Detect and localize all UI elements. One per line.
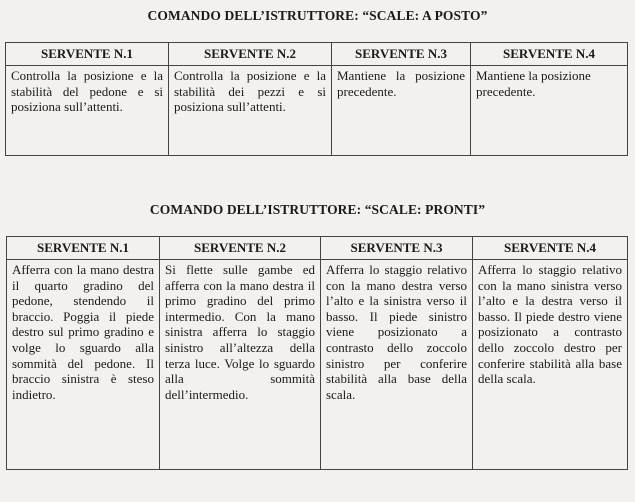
- header-servente-2: SERVENTE N.2: [169, 43, 332, 66]
- cell-servente-2: Controlla la posizione e la stabilità dei pezzi e si posiziona sull’attenti.: [169, 66, 332, 156]
- header-servente-1: SERVENTE N.1: [6, 43, 169, 66]
- cell-servente-4: Mantiene la posizione precedente.: [471, 66, 628, 156]
- table-row: [7, 260, 628, 470]
- cell-servente-4: Afferra lo staggio relativo con la mano sinistra verso l’alto e la destra verso il basso. Il piede destro viene posizionato a contrasto dello zoccolo destro per conferire stabilità alla base della scala.: [473, 260, 628, 470]
- table-pronti: [6, 236, 628, 470]
- header-servente-2: SERVENTE N.2: [160, 237, 321, 260]
- table-header-row: [7, 237, 628, 260]
- section-title-pronti: COMANDO DELL’ISTRUTTORE: “SCALE: PRONTI”: [149, 202, 486, 217]
- section-title-a-posto: COMANDO DELL’ISTRUTTORE: “SCALE: A POSTO”: [147, 8, 488, 23]
- header-servente-1: SERVENTE N.1: [7, 237, 160, 260]
- header-servente-3: SERVENTE N.3: [321, 237, 473, 260]
- table-row: [6, 66, 628, 156]
- header-servente-4: SERVENTE N.4: [473, 237, 628, 260]
- cell-servente-2: Si flette sulle gambe ed afferra con la mano destra il primo gradino del primo intermedio. Con la mano sinistra afferra lo staggio sinistro all’altezza della terza luce. Volge lo sguardo alla sommità dell’intermedio.: [160, 260, 321, 470]
- cell-servente-3: Afferra lo staggio relativo con la mano destra verso l’alto e la sinistra verso il basso. Il piede sinistro viene posizionato a contrasto dello zoccolo sinistro per conferire stabilità alla base della scala.: [321, 260, 473, 470]
- table-header-row: [6, 43, 628, 66]
- cell-servente-1: Afferra con la mano destra il quarto gradino del pedone, stendendo il braccio. Poggia il piede destro sul primo gradino e volge lo sguardo alla sommità del pedone. Il braccio sinistra è steso indietro.: [7, 260, 160, 470]
- table-a-posto: [5, 42, 628, 156]
- header-servente-3: SERVENTE N.3: [332, 43, 471, 66]
- cell-servente-1: Controlla la posizione e la stabilità del pedone e si posiziona sull’attenti.: [6, 66, 169, 156]
- header-servente-4: SERVENTE N.4: [471, 43, 628, 66]
- cell-servente-3: Mantiene la posizione precedente.: [332, 66, 471, 156]
